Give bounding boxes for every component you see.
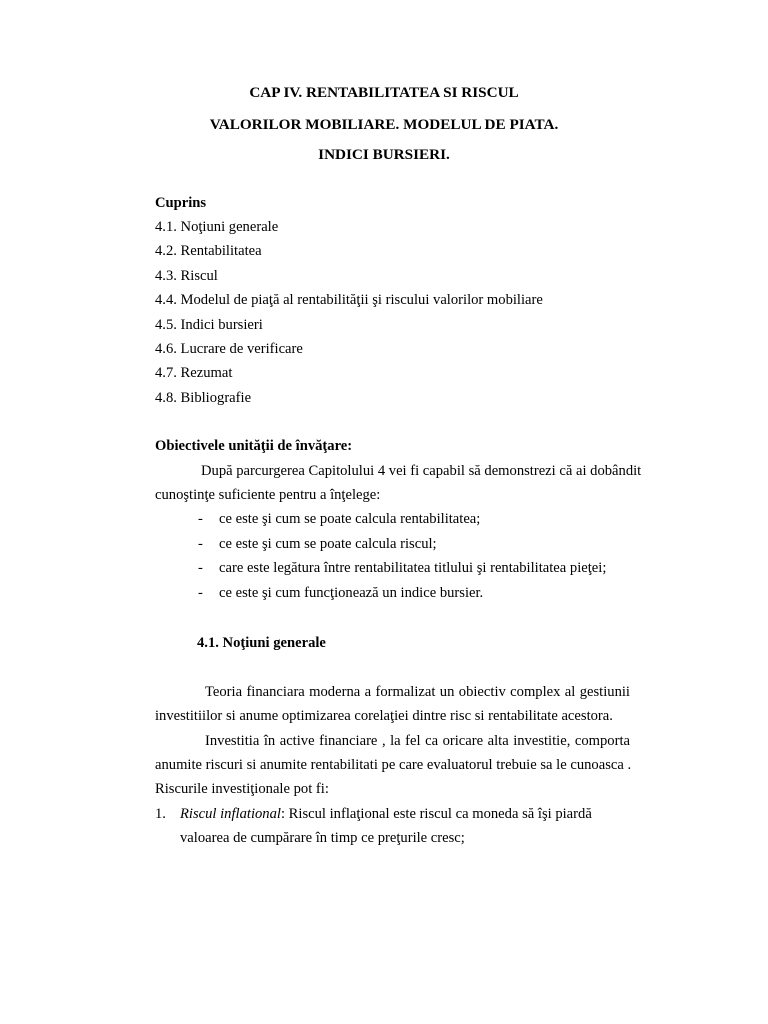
- contents-item: 4.6. Lucrare de verificare: [155, 341, 303, 357]
- objectives-intro-line-1: După parcurgerea Capitolului 4 vei fi capabil să demonstrezi că ai dobândit: [201, 463, 642, 479]
- list-item-line-1: [180, 805, 630, 823]
- bullet-dash: -: [198, 560, 203, 576]
- bullet-dash: -: [198, 585, 203, 601]
- objective-bullet-text: ce este şi cum se poate calcula riscul;: [219, 536, 437, 552]
- objective-bullet-text: ce este şi cum se poate calcula rentabilitatea;: [219, 511, 481, 527]
- paragraph-1-line-2: investitiilor si anume optimizarea corelaţiei dintre risc si rentabilitate acestora.: [155, 708, 613, 724]
- contents-item: 4.1. Noţiuni generale: [155, 219, 279, 235]
- chapter-title-line-2: VALORILOR MOBILIARE. MODELUL DE PIATA.: [209, 116, 559, 133]
- section-heading: 4.1. Noţiuni generale: [197, 635, 326, 651]
- objective-bullet-text: care este legătura între rentabilitatea titlului şi rentabilitatea pieţei;: [219, 560, 607, 576]
- contents-item: 4.7. Rezumat: [155, 365, 233, 381]
- list-item-line-2: valoarea de cumpărare în timp ce preţurile cresc;: [180, 830, 465, 846]
- objectives-intro-line-2: cunoştinţe suficiente pentru a înţelege:: [155, 487, 381, 503]
- list-term: Riscul inflational: [180, 806, 281, 822]
- list-item-text: : Riscul inflaţional este riscul ca moneda să îşi piardă: [280, 806, 592, 822]
- objective-bullet-text: ce este şi cum funcţionează un indice bursier.: [219, 585, 484, 601]
- contents-item: 4.2. Rentabilitatea: [155, 243, 262, 259]
- chapter-title-line-1: CAP IV. RENTABILITATEA SI RISCUL: [249, 84, 519, 101]
- contents-item: 4.5. Indici bursieri: [155, 317, 263, 333]
- objectives-heading: Obiectivele unităţii de învăţare:: [155, 438, 353, 454]
- contents-item: 4.3. Riscul: [155, 268, 218, 284]
- bullet-dash: -: [198, 511, 203, 527]
- contents-item: 4.8. Bibliografie: [155, 390, 252, 406]
- list-number: 1.: [155, 806, 166, 822]
- paragraph-2-line-1: Investitia în active financiare , la fel ca oricare alta investitie, comporta: [205, 733, 630, 749]
- paragraph-2-line-2: anumite riscuri si anumite rentabilitati pe care evaluatorul trebuie sa le cunoasca .: [155, 757, 632, 773]
- paragraph-2-line-3: Riscurile investiţionale pot fi:: [155, 781, 329, 797]
- chapter-title-line-3: INDICI BURSIERI.: [318, 146, 450, 163]
- paragraph-1-line-1: Teoria financiara moderna a formalizat un obiectiv complex al gestiunii: [205, 684, 630, 700]
- contents-item: 4.4. Modelul de piaţă al rentabilităţii şi riscului valorilor mobiliare: [155, 292, 543, 308]
- contents-heading: Cuprins: [155, 195, 207, 211]
- bullet-dash: -: [198, 536, 203, 552]
